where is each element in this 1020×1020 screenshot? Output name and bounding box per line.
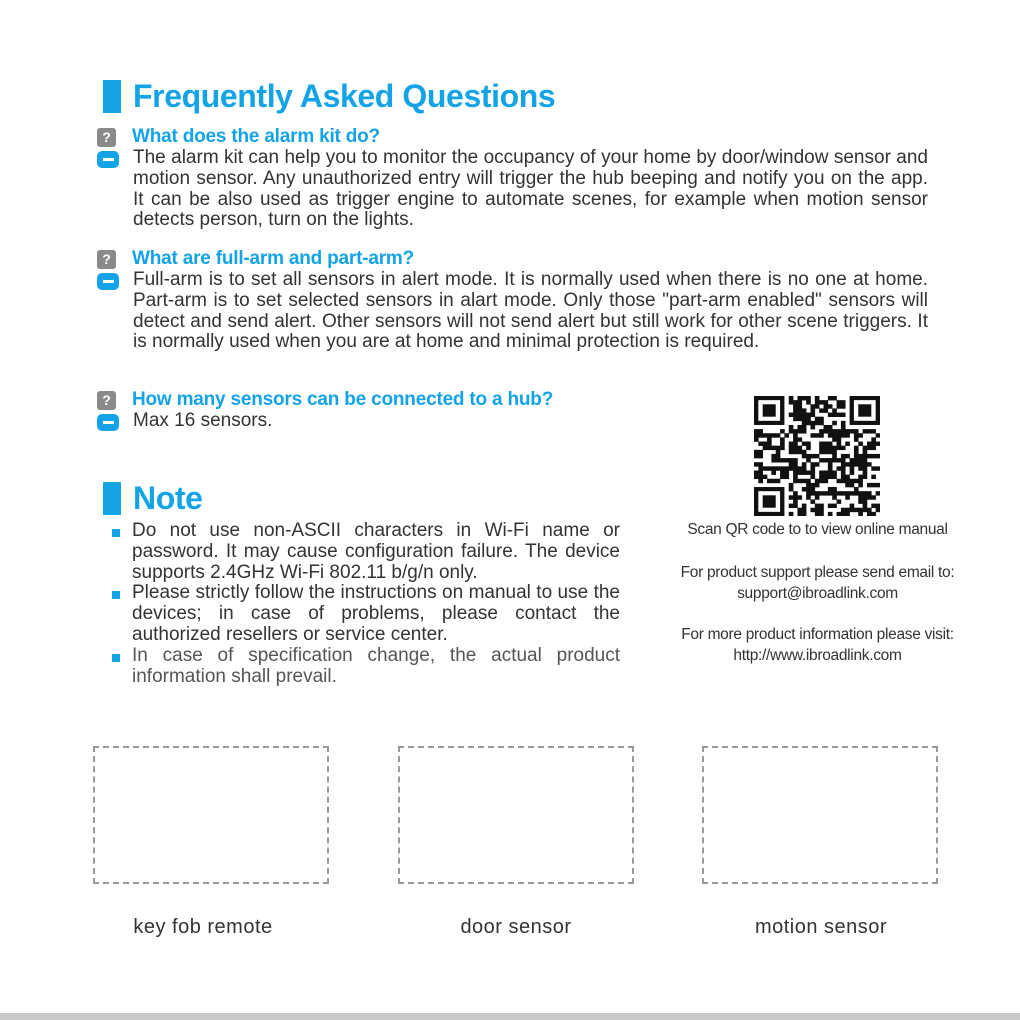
- faq-question: How many sensors can be connected to a hub?: [132, 389, 554, 410]
- faq-answer: The alarm kit can help you to monitor the occupancy of your home by door/window sensor and motion sensor. Any unauthorized entry will trigger the hub beeping and notify you on the app. It can be also used as trigger engine to automate scenes, for example when motion sensor detects person, turn on the lights.: [133, 147, 928, 231]
- door-sensor-image-placeholder: [398, 746, 634, 884]
- device-label-motion-sensor: motion sensor: [754, 916, 888, 938]
- note-text: Please strictly follow the instructions on manual to use the devices; in case of problems, please contact the authorized resellers or service center.: [132, 582, 620, 645]
- support-email-label: For product support please send email to:: [680, 564, 955, 581]
- product-info-label: For more product information please visit:: [681, 626, 954, 643]
- qr-code-graphic: [754, 396, 880, 516]
- note-item: [112, 646, 622, 688]
- key-fob-image-placeholder: [93, 746, 329, 884]
- faq-answer: Full-arm is to set all sensors in alert mode. It is normally used when there is no one at home. Part-arm is to set selected sensors in alart mode. Only those "part-arm enabled" sensors will detect and send alert. Other sensors will not send alert but still work for other scene triggers. It is normally used when you are at home and minimal protection is required.: [133, 269, 928, 353]
- device-label-door-sensor: door sensor: [460, 916, 572, 938]
- note-text: Do not use non-ASCII characters in Wi-Fi name or password. It may cause configuration failure. The device supports 2.4GHz Wi-Fi 802.11 b/g/n only.: [132, 520, 620, 583]
- note-list: [112, 521, 622, 687]
- note-text: In case of specification change, the actual product information shall prevail.: [132, 644, 620, 687]
- heading-accent-bar: [103, 80, 121, 113]
- square-bullet-icon: [112, 529, 120, 537]
- faq-question-row: [97, 126, 937, 148]
- heading-accent-bar: [103, 482, 121, 515]
- faq-answer-row: [97, 148, 937, 231]
- minus-icon: [97, 414, 119, 431]
- faq-question: What does the alarm kit do?: [132, 126, 380, 147]
- qr-code[interactable]: [754, 396, 880, 516]
- product-website[interactable]: http://www.ibroadlink.com: [733, 647, 902, 664]
- faq-question-row: [97, 248, 937, 270]
- question-mark-icon: ?: [97, 128, 116, 147]
- qr-caption: Scan QR code to to view online manual: [687, 521, 948, 538]
- note-heading: [103, 480, 203, 517]
- device-label-key-fob: key fob remote: [133, 916, 273, 938]
- faq-question: What are full-arm and part-arm?: [132, 248, 415, 269]
- faq-item: [97, 248, 937, 353]
- faq-item: [97, 126, 937, 231]
- square-bullet-icon: [112, 591, 120, 599]
- faq-heading: [103, 78, 555, 115]
- motion-sensor-image-placeholder: [702, 746, 938, 884]
- question-mark-icon: ?: [97, 391, 116, 410]
- question-mark-icon: ?: [97, 250, 116, 269]
- note-item: [112, 583, 622, 645]
- faq-answer-row: [97, 270, 937, 353]
- faq-title: Frequently Asked Questions: [133, 78, 556, 114]
- note-title: Note: [133, 480, 203, 516]
- minus-icon: [97, 151, 119, 168]
- faq-answer: Max 16 sensors.: [133, 410, 273, 431]
- page-bottom-border: [0, 1013, 1020, 1020]
- square-bullet-icon: [112, 654, 120, 662]
- note-item: [112, 521, 622, 583]
- support-email[interactable]: support@ibroadlink.com: [737, 585, 898, 602]
- minus-icon: [97, 273, 119, 290]
